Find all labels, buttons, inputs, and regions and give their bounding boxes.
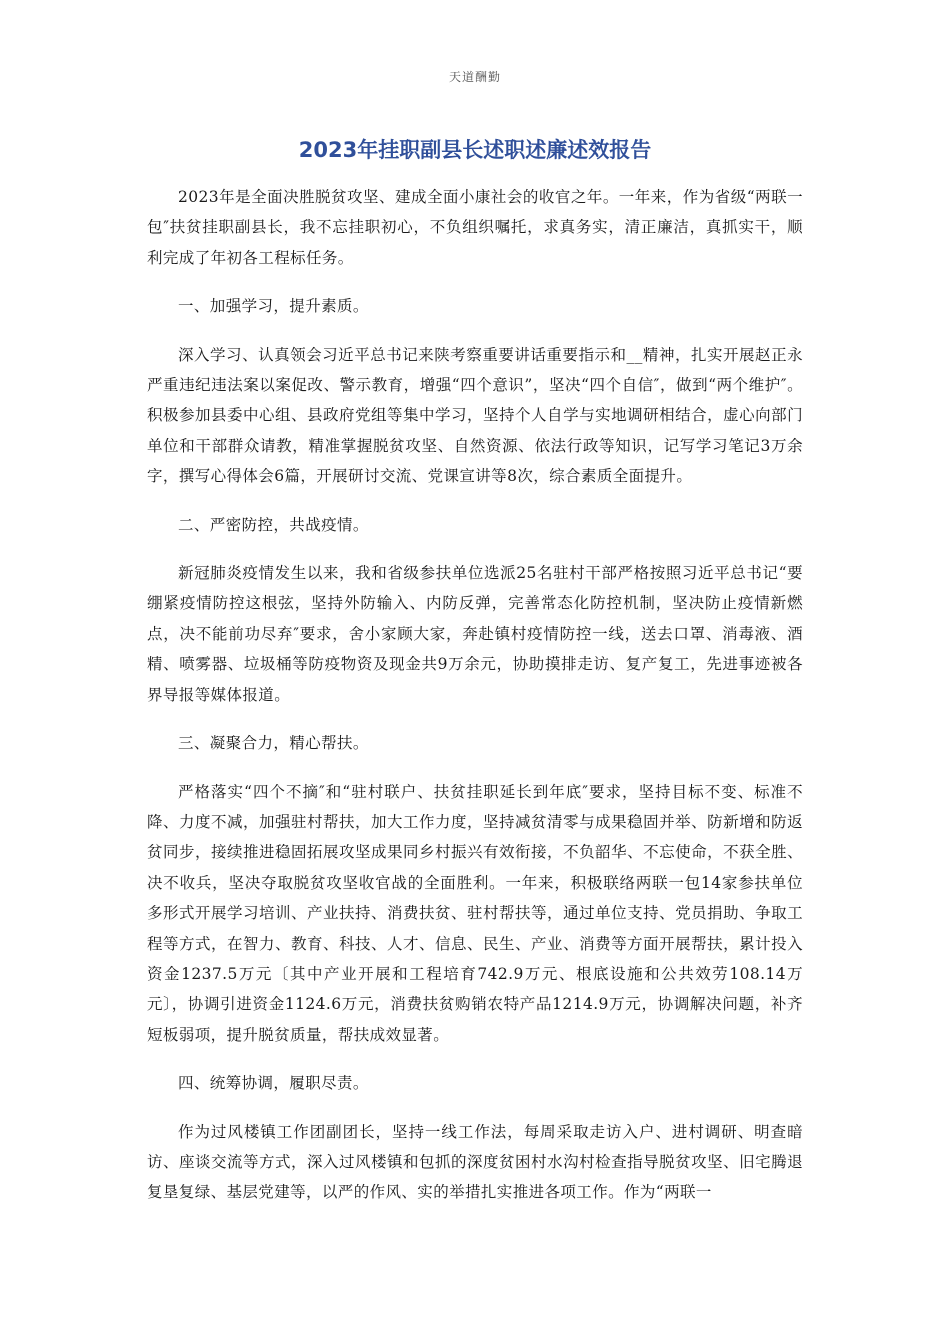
section-heading-3: 三、凝聚合力，精心帮扶。 bbox=[178, 734, 369, 753]
document-title: 2023年挂职副县长述职述廉述效报告 bbox=[298, 138, 652, 162]
intro-paragraph: 2023年是全面决胜脱贫攻坚、建成全面小康社会的收官之年。一年来，作为省级“两联一包″扶贫挂职副县长，我不忘挂职初心，不负组织嘱托，求真务实，清正廉洁，真抓实干，顺利完成了年初各工程标任务。 bbox=[147, 188, 803, 267]
section-paragraph-1: 深入学习、认真领会习近平总书记来陕考察重要讲话重要指示和__精神，扎实开展赵正永严重违纪违法案以案促改、警示教育，增强“四个意识”，坚决“四个自信″，做到“两个维护″。积极参加县委中心组、县政府党组等集中学习，坚持个人自学与实地调研相结合，虚心向部门单位和干部群众请教，精准掌握脱贫攻坚、自然资源、依法行政等知识，记写学习笔记3万余字，撰写心得体会6篇，开展研讨交流、党课宣讲等8次，综合素质全面提升。 bbox=[147, 345, 803, 486]
section-heading-2: 二、严密防控，共战疫情。 bbox=[178, 515, 369, 534]
page-header: 天道酬勤 bbox=[448, 70, 501, 84]
section-paragraph-2: 新冠肺炎疫情发生以来，我和省级参扶单位选派25名驻村干部严格按照习近平总书记“要绷紧疫情防控这根弦，坚持外防输入、内防反弹，完善常态化防控机制，坚决防止疫情新燃点，决不能前功尽弃″要求，舍小家顾大家，奔赴镇村疫情防控一线，送去口罩、消毒液、酒精、喷雾器、垃圾桶等防疫物资及现金共9万余元，协助摸排走访、复产复工，先进事迹被各界导报等媒体报道。 bbox=[147, 564, 803, 704]
section-paragraph-3: 严格落实“四个不摘″和“驻村联户、扶贫挂职延长到年底″要求，坚持目标不变、标准不降、力度不减，加强驻村帮扶，加大工作力度，坚持减贫清零与成果稳固并举、防新增和防返贫同步，接续推进稳固拓展攻坚成果同乡村振兴有效衔接，不负韶华、不忘使命，不获全胜、决不收兵，坚决夺取脱贫攻坚收官战的全面胜利。一年来，积极联络两联一包14家参扶单位多形式开展学习培训、产业扶持、消费扶贫、驻村帮扶等，通过单位支持、党员捐助、争取工程等方式，在智力、教育、科技、人才、信息、民生、产业、消费等方面开展帮扶，累计投入资金1237.5万元〔其中产业开展和工程培育742.9万元、根底设施和公共效劳108.14万元〕，协调引进资金1124.6万元，消费扶贫购销农特产品1214.9万元，协调解决问题，补齐短板弱项，提升脱贫质量，帮扶成效显著。 bbox=[147, 782, 803, 1044]
section-heading-1: 一、加强学习，提升素质。 bbox=[178, 297, 369, 316]
section-paragraph-4: 作为过风楼镇工作团副团长，坚持一线工作法，每周采取走访入户、进村调研、明查暗访、座谈交流等方式，深入过风楼镇和包抓的深度贫困村水沟村检查指导脱贫攻坚、旧宅腾退复垦复绿、基层党建等，以严的作风、实的举措扎实推进各项工作。作为“两联一 bbox=[147, 1122, 803, 1202]
document-body bbox=[147, 182, 803, 1226]
section-heading-4: 四、统筹协调，履职尽责。 bbox=[178, 1074, 369, 1093]
